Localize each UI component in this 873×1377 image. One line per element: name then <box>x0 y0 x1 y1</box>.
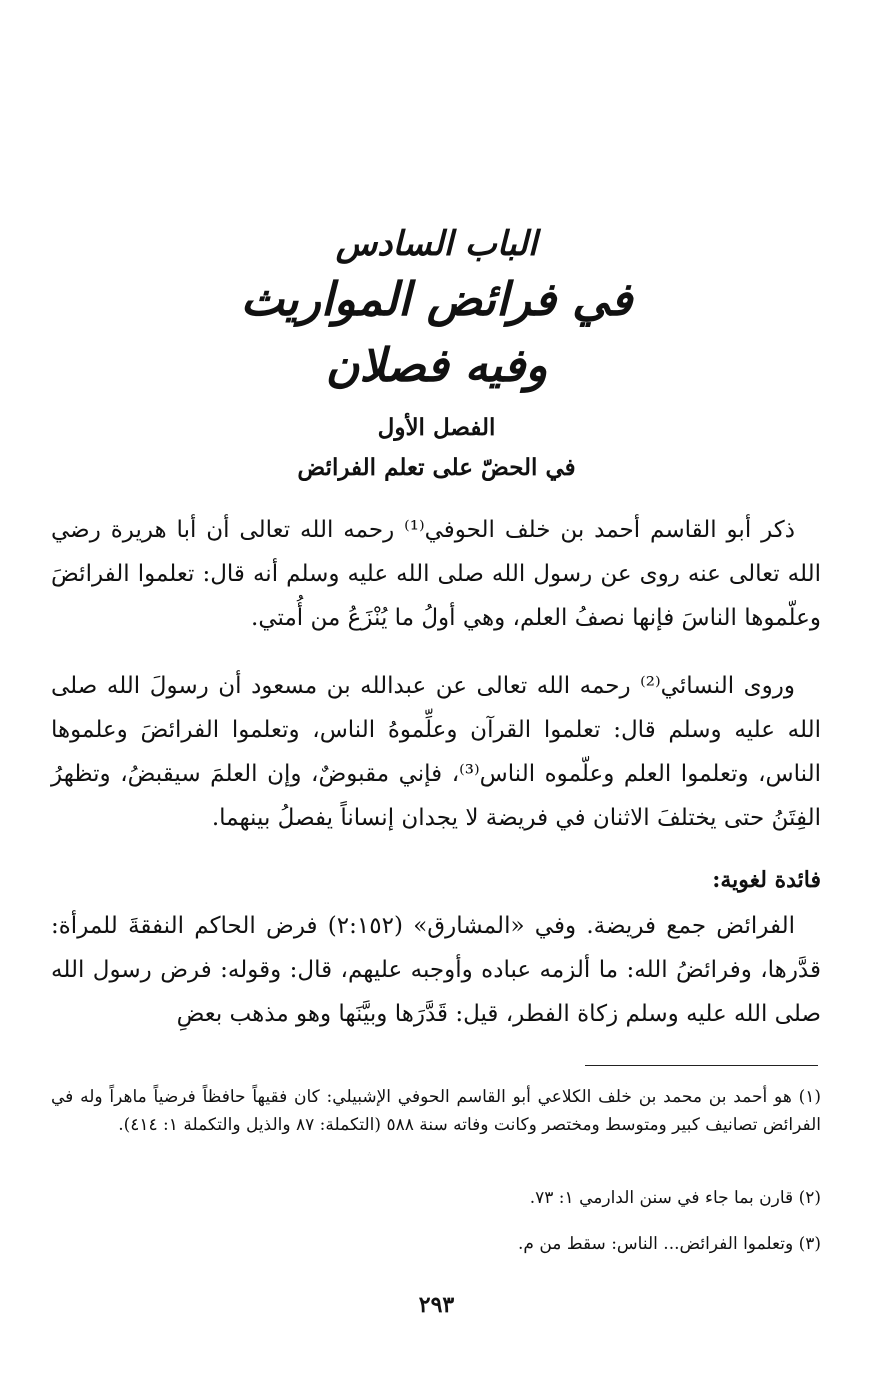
paragraph-1 <box>51 508 821 640</box>
paragraph-2-text: وروى النسائي⁽²⁾ رحمه الله تعالى عن عبدالله بن مسعود أن رسولَ الله صلى الله عليه وسلم قال: تعلموا القرآن وعلِّموهُ الناس، وتعلموا الفرائضَ وعلموها الناس، وتعلموا العلم وعلّموه الناس⁽³⁾، فإني مقبوضٌ، وإن العلمَ سيقبضُ، وتظهرُ الفِتَنُ حتى يختلفَ الاثنان في فريضة لا يجدان إنساناً يفصلُ بينهما. <box>51 673 821 831</box>
note-heading: فائدة لغوية: <box>712 867 821 893</box>
section-subtitle: في الحضّ على تعلم الفرائض <box>297 454 576 481</box>
paragraph-1-text: ذكر أبو القاسم أحمد بن خلف الحوفي⁽¹⁾ رحمه الله تعالى أن أبا هريرة رضي الله تعالى عنه روى عن رسول الله صلى الله عليه وسلم أنه قال: تعلموا الفرائضَ وعلّموها الناسَ فإنها نصفُ العلم، وهي أولُ ما يُنْزَعُ من أُمتي. <box>51 517 821 631</box>
chapter-title: في فرائض المواريث <box>240 272 633 326</box>
paragraph-2 <box>51 664 821 840</box>
footnote-1: (١) هو أحمد بن محمد بن خلف الكلاعي أبو القاسم الحوفي الإشبيلي: كان فقيهاً حافظاً فرضياً ماهراً وله في الفرائض تصانيف كبير ومتوسط ومختصر وكانت وفاته سنة ٥٨٨ (التكملة: ٨٧ والذيل والتكملة ١: ٤١٤). <box>51 1087 821 1135</box>
footnote-2: (٢) قارن بما جاء في سنن الدارمي ١: ٧٣. <box>529 1188 821 1208</box>
note-paragraph <box>51 904 821 1036</box>
chapter-subtitle: وفيه فصلان <box>325 338 548 392</box>
footnote-3: (٣) وتعلموا الفرائض... الناس: سقط من م. <box>518 1234 821 1254</box>
note-paragraph-text: الفرائض جمع فريضة. وفي «المشارق» (٢:١٥٢) فرض الحاكم النفقةَ للمرأة: قدَّرها، وفرائضُ الله: ما ألزمه عباده وأوجبه عليهم، قال: وقوله: فرض رسول الله صلى الله عليه وسلم زكاة الفطر، قيل: قَدَّرَها وبيَّنَها وهو مذهب بعضِ <box>51 913 821 1027</box>
chapter-heading: الباب السادس <box>335 224 538 264</box>
section-title: الفصل الأول <box>377 414 496 441</box>
footnote-divider <box>585 1065 818 1066</box>
page-number: ٢٩٣ <box>418 1292 455 1318</box>
